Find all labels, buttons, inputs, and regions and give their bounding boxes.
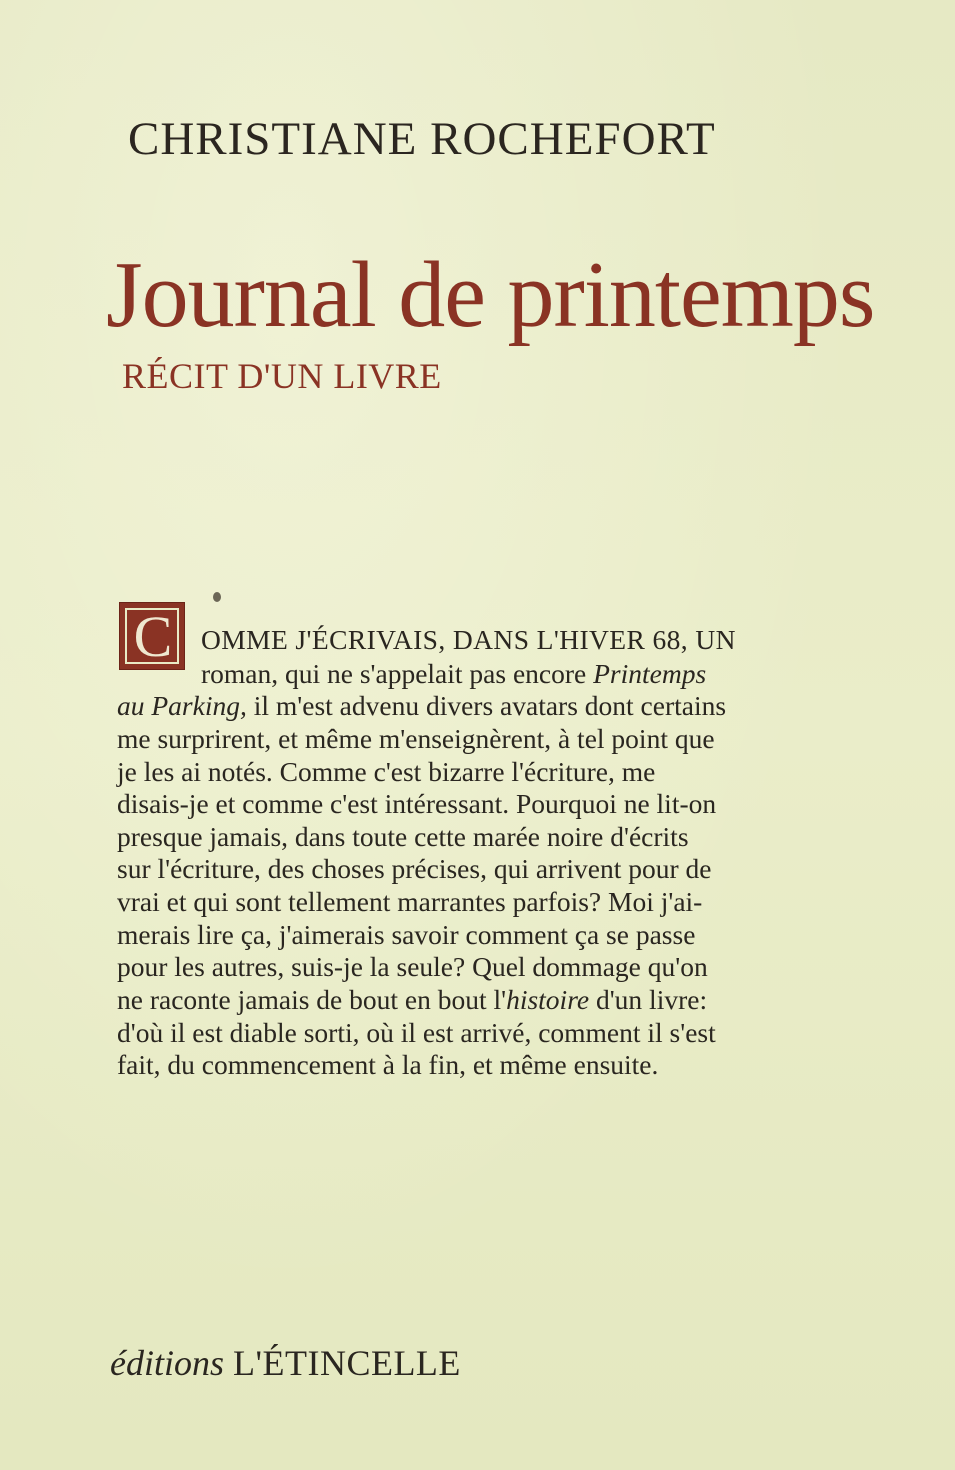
excerpt-segment: je les ai notés. Comme c'est bizarre l'écriture, me (117, 756, 656, 787)
excerpt-segment: sur l'écriture, des choses précises, qui arrivent pour de (117, 853, 712, 884)
excerpt-segment: d'un livre: (589, 984, 708, 1015)
publisher-name: L'ÉTINCELLE (233, 1343, 461, 1383)
excerpt-line (117, 690, 726, 722)
dropcap-box (119, 602, 185, 670)
excerpt-segment: me surprirent, et même m'enseignèrent, à tel point que (117, 723, 715, 754)
publisher-prefix: éditions (110, 1343, 224, 1383)
dropcap-letter: C (133, 604, 173, 669)
excerpt-line (117, 1049, 658, 1081)
excerpt-line (117, 821, 689, 853)
excerpt-segment: pour les autres, suis-je la seule? Quel dommage qu'on (117, 951, 708, 982)
excerpt-line (117, 723, 715, 755)
excerpt-segment: il m'est advenu divers avatars dont certains (246, 690, 727, 721)
excerpt-line (117, 1017, 716, 1049)
excerpt-line (117, 853, 711, 885)
excerpt-line (117, 756, 655, 788)
excerpt-segment: OMME J'ÉCRIVAIS, DANS L'HIVER 68, UN (201, 624, 736, 655)
excerpt-line (117, 951, 708, 983)
excerpt-italic: histoire (506, 984, 590, 1015)
excerpt-line (117, 984, 707, 1016)
excerpt-segment: vrai et qui sont tellement marrantes parfois? Moi j'ai- (117, 886, 703, 917)
excerpt-segment: ne raconte jamais de bout en bout l' (117, 984, 507, 1015)
excerpt-italic: au Parking, (117, 690, 247, 721)
excerpt-segment: disais-je et comme c'est intéressant. Pourquoi ne lit-on (117, 788, 717, 819)
excerpt-segment: merais lire ça, j'aimerais savoir comment ça se passe (117, 919, 696, 950)
excerpt-segment: fait, du commencement à la fin, et même ensuite. (117, 1049, 659, 1080)
excerpt-line (201, 658, 706, 690)
excerpt-italic: Printemps (593, 658, 707, 689)
author-name: CHRISTIANE ROCHEFORT (128, 113, 716, 165)
excerpt-line (117, 886, 702, 918)
excerpt-segment: presque jamais, dans toute cette marée noire d'écrits (117, 821, 689, 852)
excerpt-line (117, 788, 716, 820)
excerpt-line (201, 624, 736, 656)
book-subtitle: RÉCIT D'UN LIVRE (122, 356, 442, 396)
book-title: Journal de printemps (106, 243, 875, 347)
excerpt-segment: roman, qui ne s'appelait pas encore (201, 658, 594, 689)
publisher-imprint (110, 1342, 461, 1384)
excerpt-line (117, 919, 695, 951)
excerpt-segment: d'où il est diable sorti, où il est arrivé, comment il s'est (117, 1017, 716, 1048)
ornament-dot (213, 592, 221, 602)
